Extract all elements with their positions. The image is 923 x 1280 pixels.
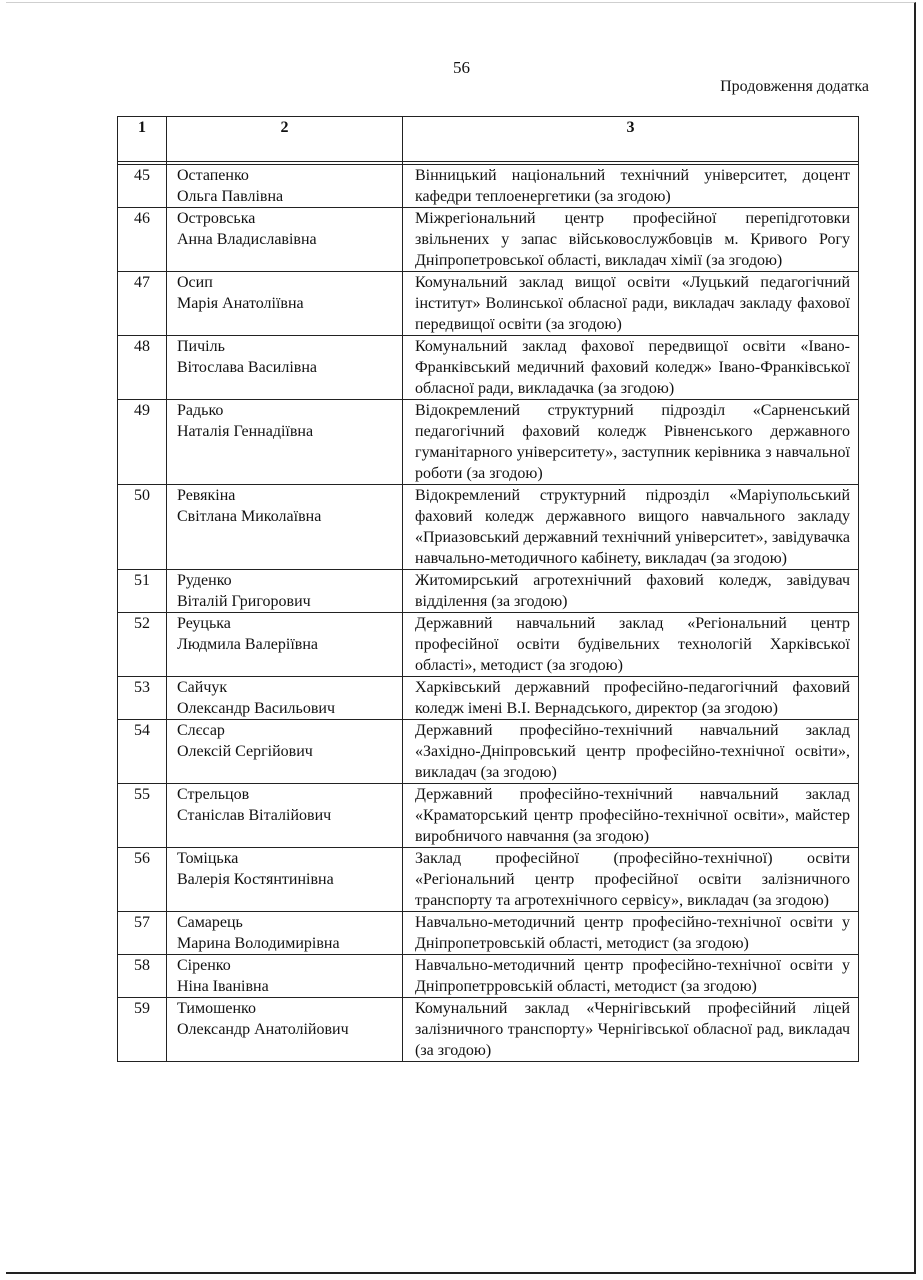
table-row [118, 336, 859, 400]
row-number: 49 [118, 400, 167, 485]
given-names: Валерія Костянтинівна [177, 871, 334, 888]
given-names: Вітослава Василівна [177, 359, 318, 376]
person-name-cell [167, 485, 403, 570]
row-number: 57 [118, 912, 167, 955]
organization-position: Державний навчальний заклад «Регіональний центр професійної освіти будівельних технологій Харківської області», методист (за згодою) [403, 613, 859, 677]
organization-position: Навчально-методичний центр професійно-технічної освіти у Дніпропетрровській області, методист (за згодою) [403, 955, 859, 998]
organization-position: Відокремлений структурний підрозділ «Маріупольський фаховий коледж державного вищого навчального закладу «Приазовський державний технічний університет», завідувачка навчально-методичного кабінету, викладач (за згодою) [403, 485, 859, 570]
surname: Тимошенко [177, 1000, 257, 1017]
table-row [118, 848, 859, 912]
row-number: 46 [118, 208, 167, 272]
row-number: 56 [118, 848, 167, 912]
organization-position: Відокремлений структурний підрозділ «Сарненський педагогічний фаховий коледж Рівненського державного гуманітарного університету», заступник керівника з навчальної роботи (за згодою) [403, 400, 859, 485]
surname: Стрельцов [177, 786, 250, 803]
table-row [118, 677, 859, 720]
header-col-2: 2 [167, 117, 403, 162]
row-number: 50 [118, 485, 167, 570]
surname: Реуцька [177, 615, 231, 632]
header-col-3: 3 [403, 117, 859, 162]
surname: Самарець [177, 914, 243, 931]
given-names: Ніна Іванівна [177, 978, 269, 995]
surname: Осип [177, 274, 213, 291]
person-name-cell [167, 613, 403, 677]
organization-position: Комунальний заклад вищої освіти «Луцький педагогічний інститут» Волинської обласної ради, викладач закладу фахової передвищої освіти (за згодою) [403, 272, 859, 336]
surname: Слєсар [177, 722, 225, 739]
members-table [117, 116, 859, 1062]
given-names: Людмила Валеріївна [177, 636, 319, 653]
table-header-row [118, 117, 859, 162]
organization-position: Харківський державний професійно-педагогічний фаховий коледж імені В.І. Вернадського, директор (за згодою) [403, 677, 859, 720]
table-row [118, 165, 859, 208]
row-number: 51 [118, 570, 167, 613]
organization-position: Вінницький національний технічний університет, доцент кафедри теплоенергетики (за згодою) [403, 165, 859, 208]
given-names: Анна Владиславівна [177, 231, 317, 248]
surname: Ревякіна [177, 487, 236, 504]
given-names: Олександр Васильович [177, 700, 335, 717]
surname: Радько [177, 402, 224, 419]
person-name-cell [167, 784, 403, 848]
person-name-cell [167, 208, 403, 272]
table-row [118, 613, 859, 677]
person-name-cell [167, 998, 403, 1062]
given-names: Олександр Анатолійович [177, 1021, 349, 1038]
person-name-cell [167, 400, 403, 485]
row-number: 47 [118, 272, 167, 336]
table-row [118, 272, 859, 336]
table-row [118, 955, 859, 998]
surname: Пичіль [177, 338, 225, 355]
person-name-cell [167, 955, 403, 998]
row-number: 52 [118, 613, 167, 677]
given-names: Віталій Григорович [177, 593, 311, 610]
table-row [118, 400, 859, 485]
table-row [118, 485, 859, 570]
given-names: Станіслав Віталійович [177, 807, 332, 824]
table-row [118, 998, 859, 1062]
row-number: 53 [118, 677, 167, 720]
continuation-label: Продовження додатка [720, 78, 869, 95]
organization-position: Міжрегіональний центр професійної перепідготовки звільнених у запас військовослужбовців м. Кривого Рогу Дніпропетровської області, викладач хімії (за згодою) [403, 208, 859, 272]
surname: Островська [177, 210, 256, 227]
surname: Сіренко [177, 957, 231, 974]
header-col-1: 1 [118, 117, 167, 162]
given-names: Наталія Геннадіївна [177, 423, 314, 440]
organization-position: Державний професійно-технічний навчальний заклад «Західно-Дніпровський центр професійно-технічної освіти», викладач (за згодою) [403, 720, 859, 784]
row-number: 45 [118, 165, 167, 208]
person-name-cell [167, 677, 403, 720]
table-row [118, 784, 859, 848]
given-names: Марина Володимирівна [177, 935, 340, 952]
row-number: 54 [118, 720, 167, 784]
table-row [118, 570, 859, 613]
surname: Томіцька [177, 850, 239, 867]
row-number: 58 [118, 955, 167, 998]
given-names: Ольга Павлівна [177, 188, 284, 205]
person-name-cell [167, 165, 403, 208]
organization-position: Державний професійно-технічний навчальний заклад «Краматорський центр професійно-технічної освіти», майстер виробничого навчання (за згодою) [403, 784, 859, 848]
person-name-cell [167, 336, 403, 400]
organization-position: Заклад професійної (професійно-технічної) освіти «Регіональний центр професійної освіти залізничного транспорту та агротехнічного сервісу», викладач (за згодою) [403, 848, 859, 912]
surname: Руденко [177, 572, 232, 589]
organization-position: Комунальний заклад фахової передвищої освіти «Івано-Франківський медичний фаховий коледж» Івано-Франківської обласної ради, викладачка (за згодою) [403, 336, 859, 400]
person-name-cell [167, 570, 403, 613]
given-names: Марія Анатоліївна [177, 295, 304, 312]
organization-position: Навчально-методичний центр професійно-технічної освіти у Дніпропетровській області, методист (за згодою) [403, 912, 859, 955]
table-row [118, 208, 859, 272]
person-name-cell [167, 912, 403, 955]
row-number: 48 [118, 336, 167, 400]
organization-position: Житомирський агротехнічний фаховий коледж, завідувач відділення (за згодою) [403, 570, 859, 613]
given-names: Світлана Миколаївна [177, 508, 322, 525]
table-row [118, 912, 859, 955]
organization-position: Комунальний заклад «Чернігівський професійний ліцей залізничного транспорту» Чернігівської обласної рад, викладач (за згодою) [403, 998, 859, 1062]
given-names: Олексій Сергійович [177, 743, 313, 760]
row-number: 55 [118, 784, 167, 848]
person-name-cell [167, 272, 403, 336]
person-name-cell [167, 848, 403, 912]
person-name-cell [167, 720, 403, 784]
surname: Остапенко [177, 167, 249, 184]
surname: Сайчук [177, 679, 228, 696]
page-number: 56 [453, 58, 470, 77]
table-row [118, 720, 859, 784]
row-number: 59 [118, 998, 167, 1062]
